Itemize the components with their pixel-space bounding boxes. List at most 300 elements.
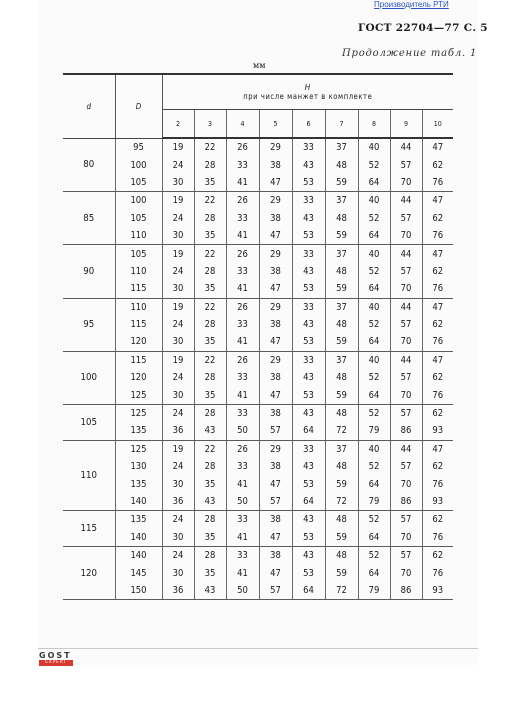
cell-h: 59 [325,333,358,351]
cell-h: 93 [422,582,453,600]
cell-h: 33 [292,138,325,156]
cell-h: 29 [259,351,292,369]
cell-h: 33 [292,245,325,263]
cell-h: 43 [292,369,325,386]
header-count: 9 [390,110,422,139]
cell-h: 47 [259,333,292,351]
cell-h: 30 [162,227,194,245]
cell-h: 93 [422,422,453,440]
cell-h: 93 [422,493,453,511]
cell-h: 53 [292,174,325,192]
cell-D: 100 [115,156,162,173]
cell-h: 37 [325,440,358,458]
cell-h: 43 [292,156,325,173]
cell-D: 110 [115,227,162,245]
cell-h: 35 [194,174,226,192]
cell-h: 38 [259,458,292,475]
cell-h: 36 [162,493,194,511]
cell-h: 57 [390,210,422,227]
cell-h: 72 [325,582,358,600]
cell-h: 48 [325,511,358,529]
cell-h: 40 [358,138,390,156]
cell-h: 47 [432,142,444,154]
cell-h: 57 [259,422,292,440]
cell-d: 85 [63,192,115,245]
cell-h: 28 [194,369,226,386]
cell-h: 33 [226,404,259,422]
cell-h: 62 [432,265,444,277]
cell-h: 41 [226,280,259,298]
cell-h: 47 [259,174,292,192]
cell-D: 120 [115,369,162,386]
cell-h: 30 [162,333,194,351]
table-row [63,493,453,511]
cell-h: 29 [259,440,292,458]
cell-h: 38 [259,316,292,333]
cell-h: 35 [194,333,226,351]
cell-h: 57 [390,369,422,386]
cell-h: 47 [259,564,292,581]
cell-h: 57 [390,511,422,529]
table-row [63,138,453,156]
cell-h: 59 [325,475,358,492]
cell-h: 44 [390,351,422,369]
cell-h: 48 [325,369,358,386]
cell-h: 38 [259,210,292,227]
cell-D: 105 [115,174,162,192]
cell-h: 26 [226,138,259,156]
cell-h: 24 [162,369,194,386]
cell-h: 64 [358,280,390,298]
cell-h: 86 [390,582,422,600]
cell-D: 140 [115,493,162,511]
cell-h: 38 [259,263,292,280]
cell-h: 24 [162,404,194,422]
cell-h: 43 [292,316,325,333]
cell-h: 48 [325,210,358,227]
cell-h: 76 [422,529,453,547]
cell-h: 57 [390,156,422,173]
cell-h: 59 [325,227,358,245]
cell-h: 43 [194,422,226,440]
cell-h: 35 [194,227,226,245]
table-row [63,422,453,440]
cell-h: 43 [292,210,325,227]
unit-label: мм [253,61,266,70]
cell-h: 41 [226,529,259,547]
cell-h: 59 [325,174,358,192]
cell-h: 70 [390,475,422,492]
gost-expert-logo[interactable] [39,651,73,668]
table-row [63,263,453,280]
cell-h: 43 [292,458,325,475]
cell-h: 64 [358,386,390,404]
cell-h: 33 [226,263,259,280]
cell-h: 41 [226,174,259,192]
cell-h: 47 [259,386,292,404]
cell-h: 76 [422,280,453,298]
cell-h: 43 [194,582,226,600]
cell-D: 115 [115,316,162,333]
cell-h: 76 [422,386,453,404]
table-row [63,369,453,386]
cell-h: 35 [194,564,226,581]
cell-h: 64 [358,174,390,192]
cell-h: 43 [292,546,325,564]
table-row [63,351,453,369]
cell-h: 64 [358,564,390,581]
cell-h: 57 [259,493,292,511]
cell-h: 26 [226,351,259,369]
cell-h: 72 [325,422,358,440]
cell-h: 64 [358,475,390,492]
cell-h: 47 [259,475,292,492]
cell-d: 120 [63,546,115,599]
cell-h: 38 [259,156,292,173]
cell-D: 145 [115,564,162,581]
cell-h: 41 [226,333,259,351]
cell-D: 120 [115,333,162,351]
header-count: 4 [226,110,259,139]
cell-h: 22 [194,245,226,263]
cell-h: 48 [325,316,358,333]
cell-h: 53 [292,227,325,245]
cell-h: 33 [226,511,259,529]
cell-h: 33 [226,458,259,475]
cell-h: 37 [325,298,358,316]
cell-h: 33 [292,440,325,458]
table-row [63,458,453,475]
cell-h: 33 [226,369,259,386]
cell-h: 79 [358,582,390,600]
cell-h: 70 [390,529,422,547]
table-row [63,245,453,263]
cell-h: 59 [325,386,358,404]
header-d: d [63,74,115,138]
cell-h: 47 [259,280,292,298]
cell-h: 30 [162,475,194,492]
table-row [63,564,453,581]
cell-h: 47 [259,529,292,547]
cell-D: 135 [115,511,162,529]
cell-h: 76 [432,478,444,490]
gost-page-header: ГОСТ 22704—77 С. 5 [358,22,488,34]
cell-h: 47 [432,443,444,455]
cell-h: 35 [194,529,226,547]
cell-h: 52 [358,316,390,333]
cell-h: 50 [226,493,259,511]
cell-h: 52 [358,458,390,475]
cell-h: 48 [325,156,358,173]
cell-h: 22 [194,192,226,210]
table-row [63,475,453,492]
dimensions-table [63,73,453,600]
cell-h: 30 [162,529,194,547]
table-row [63,280,453,298]
cell-h: 28 [194,404,226,422]
cell-h: 35 [194,475,226,492]
cell-h: 57 [390,404,422,422]
cell-h: 24 [162,156,194,173]
cell-h: 35 [194,280,226,298]
cell-h: 59 [325,529,358,547]
cell-h: 47 [432,354,444,366]
header-D: D [115,74,162,138]
table-row [63,386,453,404]
header-h-symbol: H [304,83,311,92]
cell-h: 30 [162,280,194,298]
cell-h: 37 [325,138,358,156]
cell-h: 28 [194,156,226,173]
cell-h: 22 [194,440,226,458]
cell-h: 50 [226,422,259,440]
table-row [63,298,453,316]
cell-h: 35 [194,386,226,404]
cell-h: 57 [390,263,422,280]
cell-h: 53 [292,386,325,404]
cell-h: 37 [325,245,358,263]
cell-h: 86 [390,493,422,511]
cell-h: 28 [194,263,226,280]
cell-h: 36 [162,422,194,440]
cell-h: 40 [358,298,390,316]
cell-D: 125 [115,386,162,404]
cell-h: 79 [358,493,390,511]
cell-h: 70 [390,333,422,351]
cell-h: 44 [390,440,422,458]
header-count: 8 [358,110,390,139]
header-h [162,74,453,110]
cell-h: 33 [292,192,325,210]
table-row [63,511,453,529]
header-count: 5 [259,110,292,139]
cell-h: 76 [422,174,453,192]
cell-h: 44 [390,138,422,156]
cell-D: 125 [115,404,162,422]
cell-h: 62 [432,159,444,171]
cell-h: 33 [226,210,259,227]
cell-h: 79 [358,422,390,440]
cell-D: 110 [115,263,162,280]
cell-h: 38 [259,546,292,564]
table-row [63,582,453,600]
cell-h: 48 [325,458,358,475]
cell-D: 135 [115,475,162,492]
cell-h: 29 [259,245,292,263]
cell-h: 70 [390,564,422,581]
cell-h: 28 [194,210,226,227]
cell-d: 80 [63,138,115,192]
cell-h: 47 [432,301,444,313]
cell-h: 19 [162,351,194,369]
header-count: 10 [422,110,453,139]
cell-h: 57 [390,546,422,564]
cell-h: 24 [162,546,194,564]
cell-h: 38 [259,404,292,422]
header-count: 6 [292,110,325,139]
cell-D: 110 [115,298,162,316]
cell-h: 62 [432,408,444,420]
cell-h: 62 [432,212,444,224]
table-row [63,440,453,458]
cell-h: 24 [162,210,194,227]
cell-h: 72 [325,493,358,511]
cell-h: 19 [162,138,194,156]
cell-h: 62 [432,514,444,526]
cell-d: 105 [63,404,115,440]
cell-h: 33 [292,298,325,316]
cell-h: 59 [325,280,358,298]
cell-h: 37 [325,351,358,369]
cell-h: 52 [358,263,390,280]
cell-h: 41 [226,227,259,245]
cell-d: 115 [63,511,115,547]
table-row [63,156,453,173]
cell-h: 33 [226,546,259,564]
cell-h: 44 [390,192,422,210]
cell-h: 59 [325,564,358,581]
cell-h: 30 [162,564,194,581]
cell-h: 40 [358,440,390,458]
header-h-caption: при числе манжет в комплекте [243,92,373,101]
cell-h: 57 [390,316,422,333]
cell-D: 140 [115,546,162,564]
cell-h: 40 [358,245,390,263]
cell-h: 76 [422,227,453,245]
cell-h: 70 [390,386,422,404]
cell-h: 40 [358,192,390,210]
cell-h: 64 [292,582,325,600]
cell-h: 28 [194,546,226,564]
cell-h: 29 [259,138,292,156]
cell-h: 24 [162,511,194,529]
cell-h: 76 [422,333,453,351]
cell-h: 47 [432,195,444,207]
cell-h: 19 [162,298,194,316]
cell-h: 22 [194,138,226,156]
table-row [63,192,453,210]
cell-h: 19 [162,440,194,458]
table-row [63,316,453,333]
cell-h: 38 [259,511,292,529]
cell-h: 19 [162,192,194,210]
table-continuation-label: Продолжение табл. 1 [342,48,478,59]
cell-h: 52 [358,511,390,529]
cell-D: 115 [115,280,162,298]
cell-h: 62 [432,372,444,384]
cell-D: 150 [115,582,162,600]
cell-h: 57 [390,458,422,475]
cell-h: 24 [162,458,194,475]
cell-h: 26 [226,192,259,210]
cell-h: 24 [162,316,194,333]
cell-h: 26 [226,245,259,263]
table-row [63,546,453,564]
header-count: 2 [162,110,194,139]
cell-h: 53 [292,333,325,351]
cell-h: 28 [194,316,226,333]
cell-h: 52 [358,404,390,422]
cell-h: 19 [162,245,194,263]
cell-h: 53 [292,280,325,298]
cell-h: 28 [194,511,226,529]
cell-h: 52 [358,156,390,173]
cell-D: 140 [115,529,162,547]
table-row [63,529,453,547]
cell-h: 70 [390,227,422,245]
cell-h: 38 [259,369,292,386]
cell-h: 40 [358,351,390,369]
cell-h: 57 [259,582,292,600]
cell-D: 95 [115,138,162,156]
cell-h: 47 [432,248,444,260]
cell-h: 29 [259,192,292,210]
cell-h: 53 [292,529,325,547]
cell-h: 43 [292,404,325,422]
cell-h: 76 [432,567,444,579]
header-count: 3 [194,110,226,139]
cell-h: 48 [325,546,358,564]
cell-D: 105 [115,245,162,263]
cell-d: 95 [63,298,115,351]
cell-h: 30 [162,174,194,192]
table-row [63,227,453,245]
cell-h: 28 [194,458,226,475]
cell-D: 100 [115,192,162,210]
cell-h: 52 [358,210,390,227]
cell-h: 37 [325,192,358,210]
cell-h: 43 [292,263,325,280]
table-row [63,174,453,192]
cell-D: 130 [115,458,162,475]
cell-h: 53 [292,564,325,581]
cell-h: 64 [358,529,390,547]
cell-h: 86 [390,422,422,440]
cell-h: 41 [226,386,259,404]
header-count: 7 [325,110,358,139]
cell-d: 110 [63,440,115,511]
cell-h: 33 [292,351,325,369]
cell-h: 33 [226,156,259,173]
table-row [63,333,453,351]
cell-h: 41 [226,475,259,492]
cell-h: 64 [292,422,325,440]
cell-d: 90 [63,245,115,298]
cell-h: 48 [325,263,358,280]
cell-h: 64 [358,227,390,245]
cell-h: 36 [162,582,194,600]
manufacturer-link[interactable]: Производитель РТИ [374,0,449,9]
cell-h: 64 [292,493,325,511]
cell-h: 30 [162,386,194,404]
table-row [63,404,453,422]
cell-h: 48 [325,404,358,422]
cell-D: 115 [115,351,162,369]
page-bottom-rule [38,648,478,649]
cell-d: 100 [63,351,115,404]
cell-h: 53 [292,475,325,492]
cell-h: 43 [292,511,325,529]
cell-D: 105 [115,210,162,227]
cell-h: 70 [390,280,422,298]
cell-h: 62 [432,550,444,562]
cell-h: 64 [358,333,390,351]
cell-h: 70 [390,174,422,192]
cell-h: 33 [226,316,259,333]
cell-h: 26 [226,298,259,316]
cell-h: 44 [390,298,422,316]
cell-h: 43 [194,493,226,511]
